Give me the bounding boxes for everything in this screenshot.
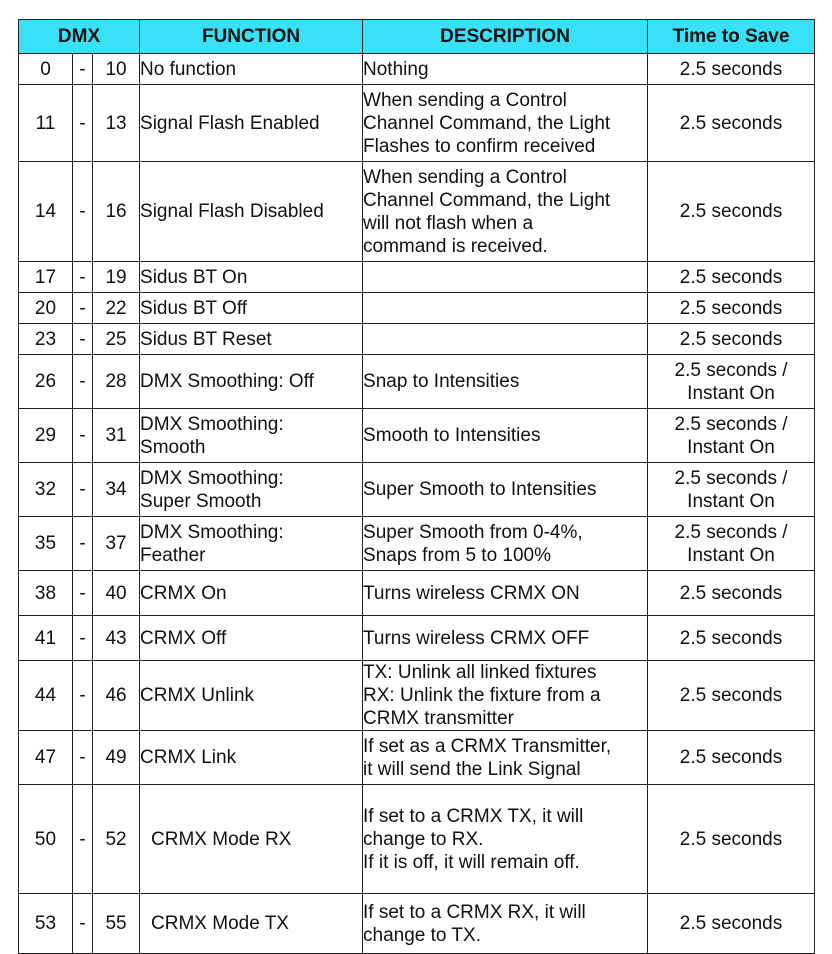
header-function: FUNCTION [140, 20, 363, 54]
function-cell [140, 616, 363, 661]
dmx-start-cell: 44 [19, 661, 73, 731]
dmx-start-cell: 47 [19, 731, 73, 785]
function-cell [140, 324, 363, 355]
dmx-start-cell: 26 [19, 355, 73, 409]
time-to-save-text: 2.5 seconds [679, 201, 783, 222]
time-to-save-cell [648, 85, 815, 162]
time-to-save-text: 2.5 seconds / [674, 413, 788, 435]
table-row [19, 785, 815, 894]
function-text: DMX Smoothing: Off [140, 371, 314, 392]
function-text: Sidus BT On [140, 266, 248, 288]
dmx-end-cell: 49 [93, 731, 140, 785]
description-text: TX: Unlink all linked fixtures [363, 662, 597, 683]
description-cell [363, 85, 648, 162]
dmx-end-cell: 34 [93, 463, 140, 517]
function-cell [140, 262, 363, 293]
table-row [19, 463, 815, 517]
description-text: When sending a Control [363, 89, 567, 111]
table-row [19, 409, 815, 463]
description-text: Turns wireless CRMX OFF [363, 627, 590, 649]
table-row [19, 162, 815, 262]
function-text: CRMX Off [140, 627, 227, 649]
function-text: No function [140, 58, 237, 80]
time-to-save-text: Instant On [687, 436, 775, 458]
dmx-range-separator: - [73, 517, 93, 571]
dmx-end-cell: 16 [93, 162, 140, 262]
function-cell [140, 355, 363, 409]
description-cell [363, 162, 648, 262]
function-cell [140, 731, 363, 785]
function-cell [140, 162, 363, 262]
description-text: change to TX. [363, 924, 481, 946]
dmx-range-separator: - [73, 785, 93, 894]
description-text: will not flash when a [363, 212, 534, 234]
function-text: Signal Flash Disabled [140, 201, 324, 222]
function-text: DMX Smoothing: [140, 413, 284, 435]
function-text: Feather [140, 544, 206, 566]
function-text: DMX Smoothing: [140, 467, 284, 489]
header-dmx: DMX [19, 20, 140, 54]
function-text: Sidus BT Off [140, 297, 248, 319]
description-text: If it is off, it will remain off. [363, 851, 580, 873]
table-body [19, 54, 815, 954]
description-text: change to RX. [363, 828, 484, 850]
dmx-start-cell: 53 [19, 894, 73, 954]
table-row [19, 85, 815, 162]
dmx-range-separator: - [73, 463, 93, 517]
dmx-start-cell: 17 [19, 262, 73, 293]
function-text: CRMX Mode TX [151, 913, 289, 934]
description-cell [363, 293, 648, 324]
time-to-save-text: 2.5 seconds [679, 685, 783, 706]
description-cell [363, 355, 648, 409]
function-text: CRMX Link [140, 747, 237, 768]
table-row [19, 324, 815, 355]
dmx-range-separator: - [73, 293, 93, 324]
time-to-save-cell [648, 324, 815, 355]
function-text: Super Smooth [140, 490, 262, 512]
description-text: Super Smooth to Intensities [363, 479, 597, 500]
dmx-range-separator: - [73, 324, 93, 355]
description-text: If set to a CRMX RX, it will [363, 901, 586, 923]
time-to-save-cell [648, 409, 815, 463]
time-to-save-text: Instant On [687, 490, 775, 512]
dmx-end-cell: 52 [93, 785, 140, 894]
table-row [19, 262, 815, 293]
time-to-save-text: 2.5 seconds / [674, 359, 788, 381]
function-cell [140, 517, 363, 571]
table-row [19, 517, 815, 571]
function-cell [140, 661, 363, 731]
time-to-save-text: 2.5 seconds [679, 747, 783, 768]
dmx-range-separator: - [73, 616, 93, 661]
time-to-save-cell [648, 54, 815, 85]
header-description: DESCRIPTION [363, 20, 648, 54]
function-cell [140, 293, 363, 324]
time-to-save-text: Instant On [687, 544, 775, 566]
description-text: Snaps from 5 to 100% [363, 544, 552, 566]
dmx-end-cell: 10 [93, 54, 140, 85]
time-to-save-text: 2.5 seconds / [674, 467, 788, 489]
dmx-start-cell: 50 [19, 785, 73, 894]
dmx-range-separator: - [73, 85, 93, 162]
table-row [19, 571, 815, 616]
function-text: DMX Smoothing: [140, 521, 284, 543]
table-row [19, 293, 815, 324]
dmx-function-table-container [18, 19, 814, 954]
time-to-save-cell [648, 731, 815, 785]
dmx-range-separator: - [73, 894, 93, 954]
time-to-save-text: Instant On [687, 382, 775, 404]
dmx-start-cell: 41 [19, 616, 73, 661]
dmx-end-cell: 28 [93, 355, 140, 409]
dmx-end-cell: 46 [93, 661, 140, 731]
dmx-end-cell: 37 [93, 517, 140, 571]
time-to-save-cell [648, 517, 815, 571]
description-text: RX: Unlink the fixture from a [363, 685, 601, 706]
dmx-start-cell: 20 [19, 293, 73, 324]
description-text: CRMX transmitter [363, 708, 514, 729]
time-to-save-cell [648, 293, 815, 324]
description-cell [363, 661, 648, 731]
time-to-save-cell [648, 463, 815, 517]
description-cell [363, 894, 648, 954]
dmx-end-cell: 13 [93, 85, 140, 162]
description-text: If set to a CRMX TX, it will [363, 805, 584, 827]
dmx-end-cell: 31 [93, 409, 140, 463]
time-to-save-cell [648, 616, 815, 661]
table-row [19, 54, 815, 85]
function-text: Signal Flash Enabled [140, 112, 320, 134]
description-cell [363, 785, 648, 894]
description-text: Nothing [363, 58, 429, 80]
function-text: CRMX On [140, 582, 227, 604]
time-to-save-text: 2.5 seconds [679, 627, 783, 649]
description-text: Snap to Intensities [363, 371, 520, 392]
dmx-start-cell: 32 [19, 463, 73, 517]
dmx-end-cell: 43 [93, 616, 140, 661]
dmx-start-cell: 14 [19, 162, 73, 262]
function-cell [140, 54, 363, 85]
table-header-row [19, 20, 815, 54]
function-cell [140, 785, 363, 894]
function-cell [140, 571, 363, 616]
description-text: Flashes to confirm received [363, 135, 596, 157]
time-to-save-text: 2.5 seconds [679, 58, 783, 80]
dmx-start-cell: 11 [19, 85, 73, 162]
time-to-save-cell [648, 355, 815, 409]
table-row [19, 616, 815, 661]
table-row [19, 731, 815, 785]
description-cell [363, 262, 648, 293]
time-to-save-text: 2.5 seconds [679, 913, 783, 934]
description-cell [363, 324, 648, 355]
description-text: Channel Command, the Light [363, 189, 611, 211]
dmx-start-cell: 29 [19, 409, 73, 463]
description-text: it will send the Link Signal [363, 758, 581, 780]
description-cell [363, 571, 648, 616]
function-text: Smooth [140, 436, 206, 458]
dmx-range-separator: - [73, 571, 93, 616]
description-text: When sending a Control [363, 166, 567, 188]
dmx-start-cell: 23 [19, 324, 73, 355]
time-to-save-text: 2.5 seconds [679, 582, 783, 604]
time-to-save-cell [648, 785, 815, 894]
time-to-save-text: 2.5 seconds [679, 297, 783, 319]
dmx-end-cell: 25 [93, 324, 140, 355]
function-text: CRMX Unlink [140, 685, 255, 706]
header-time-to-save: Time to Save [648, 20, 815, 54]
time-to-save-cell [648, 661, 815, 731]
dmx-start-cell: 38 [19, 571, 73, 616]
function-cell [140, 85, 363, 162]
time-to-save-text: 2.5 seconds [679, 266, 783, 288]
dmx-function-table [18, 19, 815, 954]
description-cell [363, 517, 648, 571]
description-cell [363, 731, 648, 785]
dmx-end-cell: 55 [93, 894, 140, 954]
description-text: Smooth to Intensities [363, 425, 541, 446]
description-text: Super Smooth from 0-4%, [363, 521, 583, 543]
time-to-save-text: 2.5 seconds [679, 328, 783, 350]
function-cell [140, 409, 363, 463]
function-text: CRMX Mode RX [151, 828, 292, 850]
description-text: If set as a CRMX Transmitter, [363, 735, 612, 757]
time-to-save-cell [648, 571, 815, 616]
dmx-start-cell: 35 [19, 517, 73, 571]
time-to-save-text: 2.5 seconds [679, 828, 783, 850]
dmx-end-cell: 40 [93, 571, 140, 616]
table-row [19, 661, 815, 731]
table-row [19, 894, 815, 954]
time-to-save-cell [648, 894, 815, 954]
dmx-start-cell: 0 [19, 54, 73, 85]
dmx-end-cell: 22 [93, 293, 140, 324]
description-cell [363, 54, 648, 85]
dmx-range-separator: - [73, 355, 93, 409]
description-cell [363, 616, 648, 661]
time-to-save-text: 2.5 seconds / [674, 521, 788, 543]
function-text: Sidus BT Reset [140, 328, 272, 350]
description-cell [363, 409, 648, 463]
time-to-save-cell [648, 162, 815, 262]
function-cell [140, 463, 363, 517]
dmx-range-separator: - [73, 661, 93, 731]
dmx-end-cell: 19 [93, 262, 140, 293]
description-text: Channel Command, the Light [363, 112, 611, 134]
dmx-range-separator: - [73, 162, 93, 262]
dmx-range-separator: - [73, 409, 93, 463]
time-to-save-text: 2.5 seconds [679, 112, 783, 134]
function-cell [140, 894, 363, 954]
time-to-save-cell [648, 262, 815, 293]
description-text: Turns wireless CRMX ON [363, 582, 580, 604]
dmx-range-separator: - [73, 262, 93, 293]
description-text: command is received. [363, 235, 548, 257]
description-cell [363, 463, 648, 517]
dmx-range-separator: - [73, 54, 93, 85]
table-row [19, 355, 815, 409]
dmx-range-separator: - [73, 731, 93, 785]
